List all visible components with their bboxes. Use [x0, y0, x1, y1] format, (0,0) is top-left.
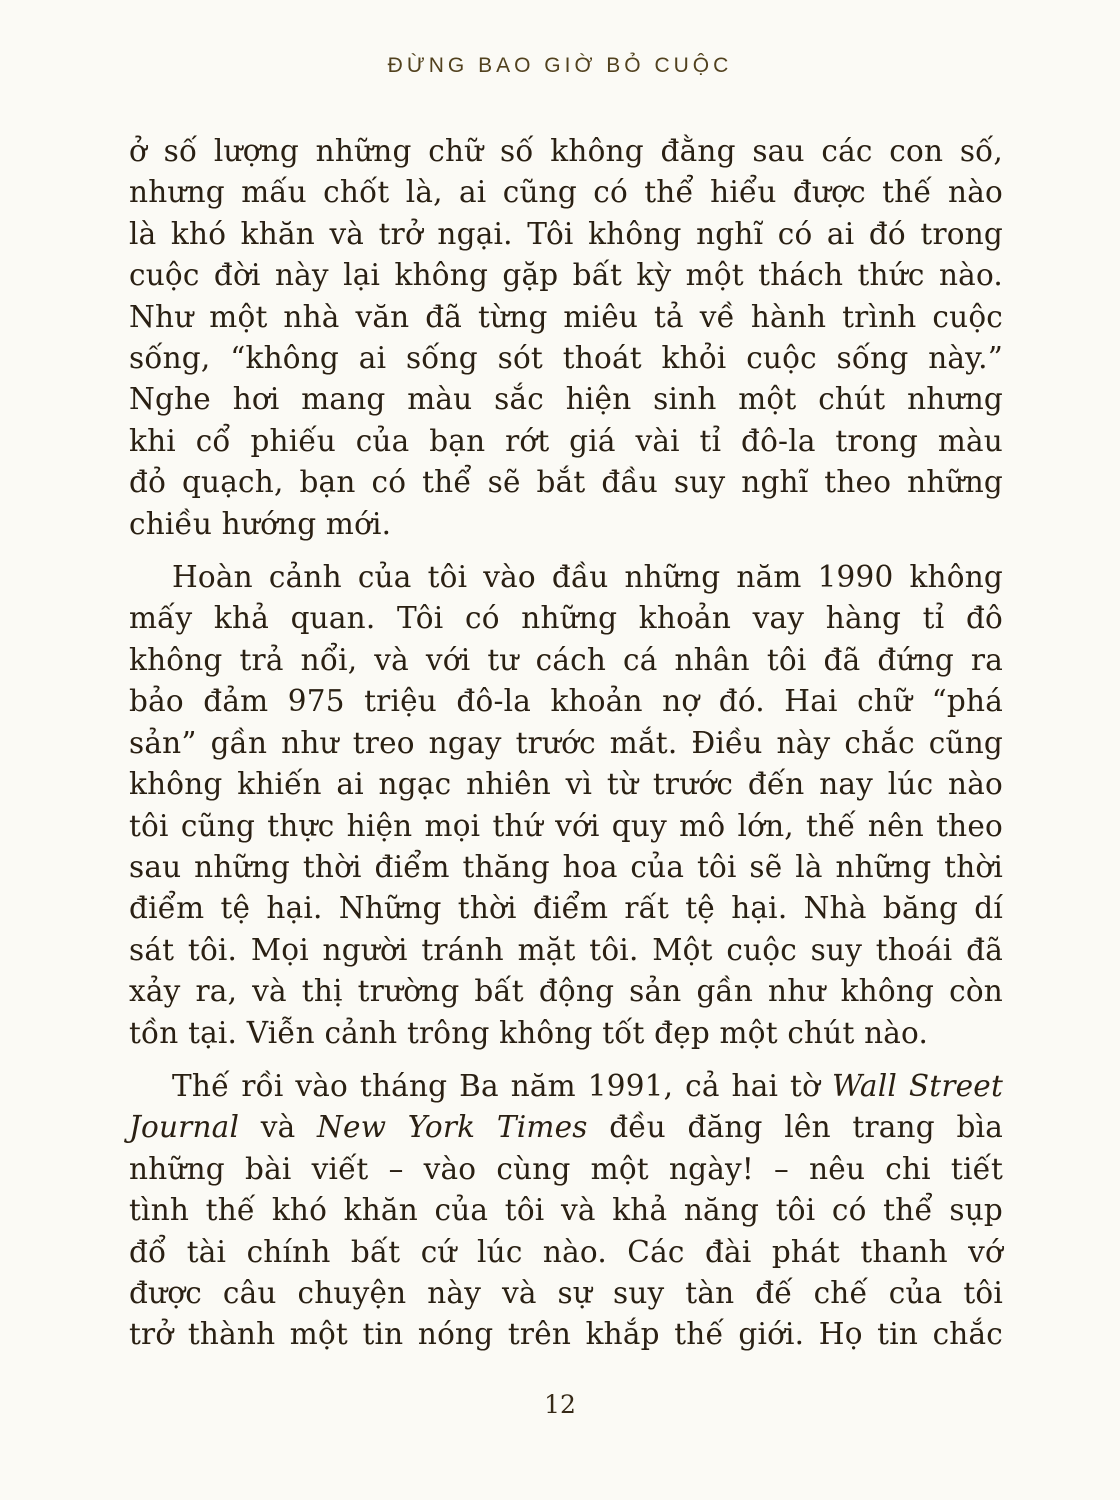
text-segment: là khó khăn và trở ngại. Tôi không nghĩ có ai đó trong	[129, 216, 1003, 251]
text-segment: Hoàn cảnh của tôi vào đầu những năm 1990 không	[172, 560, 1003, 595]
text-line	[129, 1149, 1003, 1190]
text-line	[129, 971, 1003, 1012]
text-segment: đều đăng lên trang bìa	[587, 1110, 1003, 1145]
text-segment: tồn tại. Viễn cảnh trông không tốt đẹp một chút nào.	[129, 1015, 929, 1050]
text-line	[129, 847, 1003, 888]
text-segment: trở thành một tin nóng trên khắp thế giới. Họ tin chắc	[129, 1317, 1003, 1352]
text-line	[129, 1232, 1003, 1273]
text-segment: đỏ quạch, bạn có thể sẽ bắt đầu suy nghĩ theo những	[129, 465, 1003, 500]
text-line	[129, 723, 1003, 764]
text-line	[129, 1190, 1003, 1231]
text-line	[129, 806, 1003, 847]
italic-text-segment: Journal	[129, 1110, 240, 1145]
text-segment: không khiến ai ngạc nhiên vì từ trước đến nay lúc nào	[129, 767, 1003, 802]
text-segment: sống, “không ai sống sót thoát khỏi cuộc sống này.”	[129, 341, 1003, 376]
text-segment: ở số lượng những chữ số không đằng sau các con số,	[129, 134, 1003, 168]
text-segment: chiều hướng mới.	[129, 506, 392, 541]
text-segment: bảo đảm 975 triệu đô-la khoản nợ đó. Hai chữ “phá	[129, 684, 1003, 719]
text-line	[129, 421, 1003, 462]
running-header: ĐỪNG BAO GIỜ BỎ CUỘC	[387, 54, 733, 77]
text-line	[129, 172, 1003, 213]
italic-text-segment: New York Times	[317, 1110, 588, 1145]
text-line	[129, 1273, 1003, 1314]
text-segment: cuộc đời này lại không gặp bất kỳ một thách thức nào.	[129, 258, 1003, 293]
text-segment: sát tôi. Mọi người tránh mặt tôi. Một cuộc suy thoái đã	[129, 932, 1003, 967]
text-line	[129, 1066, 1003, 1107]
text-segment: tôi cũng thực hiện mọi thứ với quy mô lớn, thế nên theo	[129, 808, 1003, 843]
text-line	[129, 888, 1003, 929]
paragraph	[129, 131, 1003, 545]
body-text	[129, 131, 1003, 1356]
text-line	[129, 297, 1003, 338]
text-segment: và	[239, 1110, 318, 1145]
text-segment: đổ tài chính bất cứ lúc nào. Các đài phát thanh vớ	[129, 1234, 1003, 1269]
paragraph	[129, 1066, 1003, 1356]
text-line	[129, 214, 1003, 255]
page-number: 12	[544, 1390, 576, 1419]
italic-text-segment: Wall Street	[831, 1068, 1004, 1103]
text-segment: xảy ra, và thị trường bất động sản gần như không còn	[129, 974, 1003, 1009]
text-line	[129, 338, 1003, 379]
paragraph	[129, 557, 1003, 1054]
text-line	[129, 131, 1003, 172]
text-line	[129, 764, 1003, 805]
text-segment: điểm tệ hại. Những thời điểm rất tệ hại. Nhà băng dí	[129, 891, 1003, 926]
text-segment: Thế rồi vào tháng Ba năm 1991, cả hai tờ	[172, 1068, 832, 1103]
text-line	[129, 255, 1003, 296]
text-line	[129, 930, 1003, 971]
text-segment: được câu chuyện này và sự suy tàn đế chế của tôi	[129, 1275, 1003, 1310]
text-line	[129, 681, 1003, 722]
text-line	[129, 462, 1003, 503]
text-line	[129, 598, 1003, 639]
text-segment: Nghe hơi mang màu sắc hiện sinh một chút nhưng	[129, 382, 1003, 417]
text-segment: nhưng mấu chốt là, ai cũng có thể hiểu được thế nào	[129, 175, 1003, 210]
text-segment: khi cổ phiếu của bạn rớt giá vài tỉ đô-la trong màu	[129, 423, 1003, 458]
text-line	[129, 640, 1003, 681]
text-line	[129, 557, 1003, 598]
text-line	[129, 1314, 1003, 1355]
text-line	[129, 504, 1003, 545]
text-segment: sản” gần như treo ngay trước mắt. Điều này chắc cũng	[129, 725, 1003, 760]
text-segment: mấy khả quan. Tôi có những khoản vay hàng tỉ đô	[129, 601, 1003, 636]
text-line	[129, 1107, 1003, 1148]
text-segment: Như một nhà văn đã từng miêu tả về hành trình cuộc	[129, 299, 1003, 334]
text-line	[129, 1013, 1003, 1054]
text-segment: không trả nổi, và với tư cách cá nhân tôi đã đứng ra	[129, 642, 1003, 677]
text-line	[129, 379, 1003, 420]
text-segment: sau những thời điểm thăng hoa của tôi sẽ là những thời	[129, 849, 1003, 884]
text-segment: tình thế khó khăn của tôi và khả năng tôi có thể sụp	[129, 1193, 1003, 1228]
text-segment: những bài viết – vào cùng một ngày! – nêu chi tiết	[129, 1151, 1003, 1186]
